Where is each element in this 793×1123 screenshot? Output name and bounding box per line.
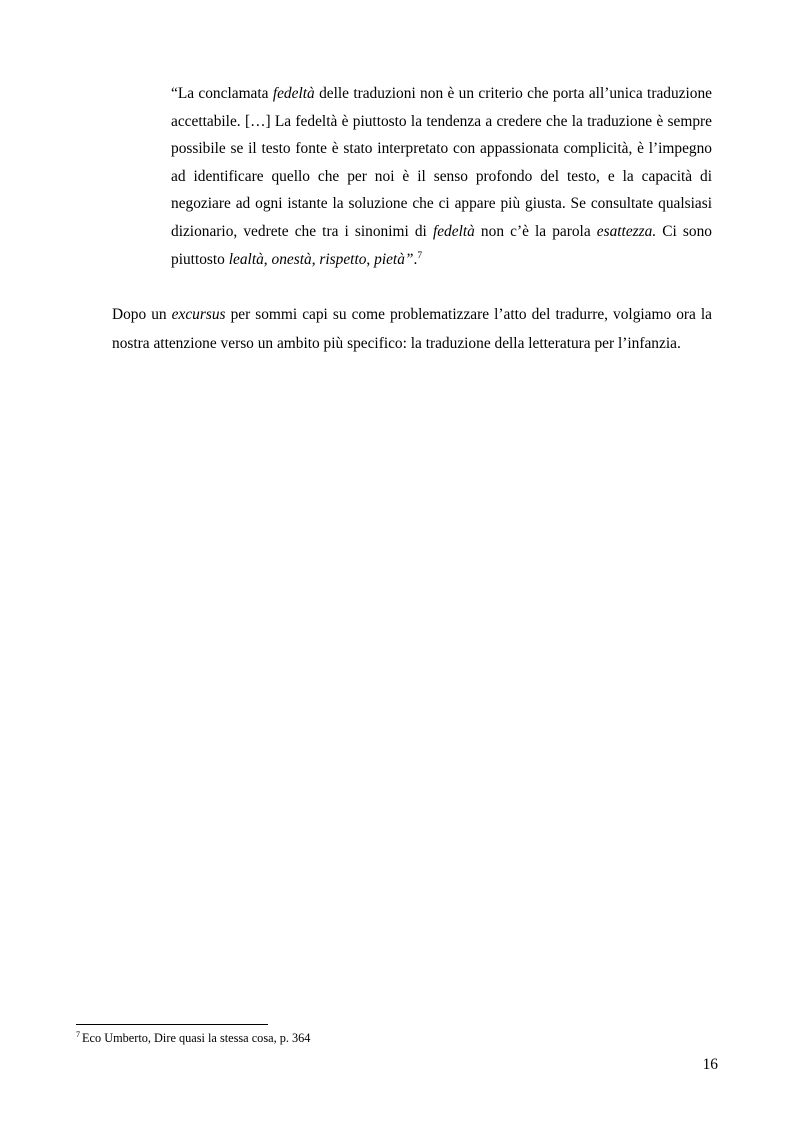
quote-text: “La conclamata (171, 85, 273, 102)
quote-italic-term: pietà” (374, 250, 414, 268)
body-paragraph (112, 300, 712, 358)
quote-italic-term: lealtà (228, 250, 264, 268)
quote-text: , (263, 250, 272, 268)
quote-text: delle traduzioni non è un criterio che porta all’unica traduzione accettabile. […] La fedeltà è piuttosto la tendenza a credere che la traduzione è sempre possibile se il testo fonte è stato interpretato con appassionata complicità, è l’impegno ad identificare quello che per noi è il senso profondo del testo, e la capacità di negoziare ad ogni istante la soluzione che ci appare più giusta. Se consultate qualsiasi dizionario, vedrete che tra i sinonimi di (171, 85, 712, 240)
footnote-separator (76, 1024, 268, 1025)
paragraph-text: per sommi capi su come problematizzare l’atto del tradurre, volgiamo ora la nostra attenzione verso un ambito più specifico: la traduzione della letteratura per l’infanzia. (112, 306, 712, 352)
paragraph-text: Dopo un (112, 306, 172, 323)
quote-italic-term: onestà (271, 250, 312, 268)
page-number: 16 (702, 1056, 718, 1073)
quote-italic-term: esattezza. (596, 222, 657, 240)
block-quote (171, 80, 712, 273)
quote-text: non c’è la parola (474, 222, 597, 240)
footnote-text: Eco Umberto, Dire quasi la stessa cosa, p. 364 (82, 1031, 311, 1045)
quote-italic-term: fedeltà (272, 85, 315, 102)
quote-text: , (311, 250, 320, 268)
paragraph-italic-term: excursus (171, 306, 226, 323)
quote-italic-term: rispetto (319, 250, 367, 268)
quote-text: . (413, 250, 418, 268)
footnote-marker: 7 (76, 1030, 80, 1039)
quote-italic-term: fedeltà (432, 222, 475, 240)
footnote (76, 1030, 310, 1046)
quote-text: Ci sono piuttosto (171, 222, 712, 268)
footnote-reference[interactable]: 7 (417, 250, 423, 261)
quote-text: , (366, 250, 375, 268)
